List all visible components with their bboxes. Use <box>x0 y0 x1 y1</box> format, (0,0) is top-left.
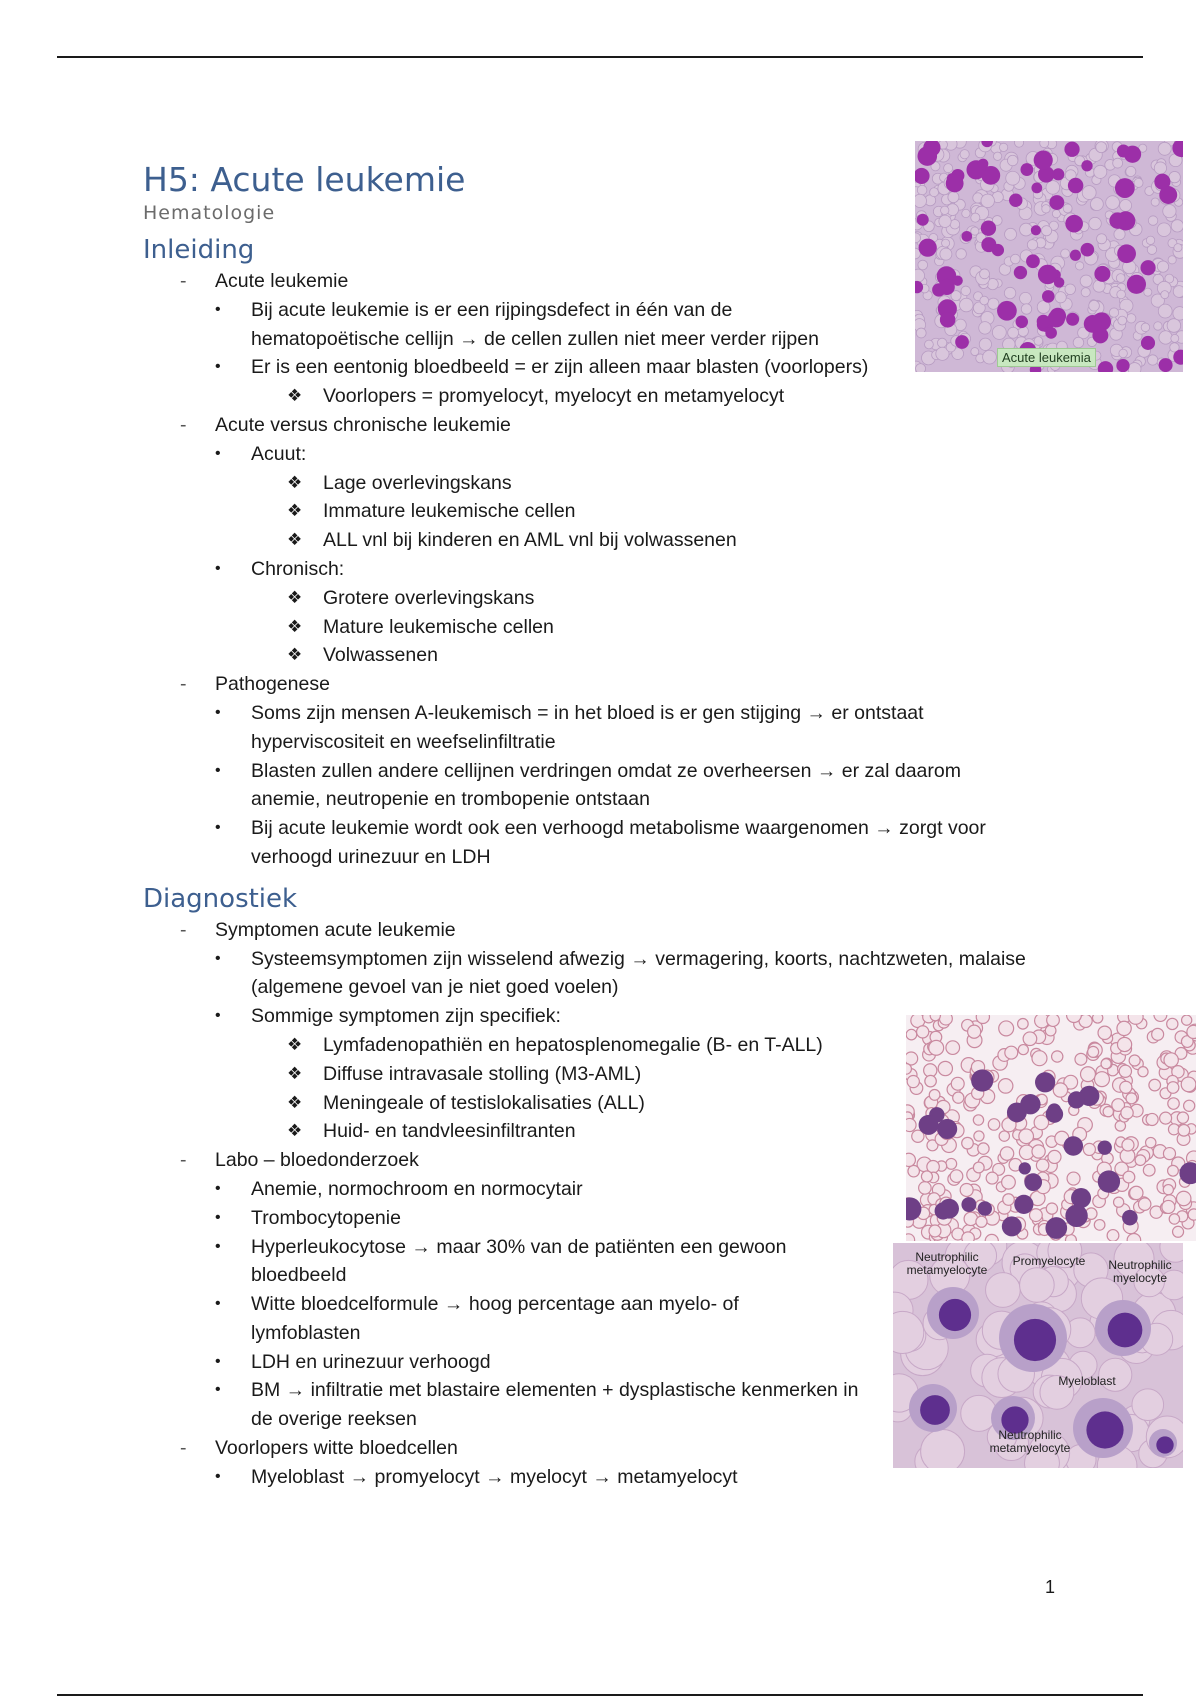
page-number: 1 <box>1045 1577 1056 1597</box>
list-item-text: Labo – bloedonderzoek <box>215 1149 419 1172</box>
list-item <box>143 497 1143 526</box>
diamond-marker: ❖ <box>287 1092 303 1112</box>
list-item <box>143 699 1143 757</box>
red-cell <box>1143 1164 1155 1176</box>
list-item-text: Voorlopers witte bloedcellen <box>215 1437 458 1460</box>
bullet-marker: • <box>215 819 221 837</box>
list-item <box>143 526 1143 555</box>
list-item-text: BM → infiltratie met blastaire elementen + dysplastische kenmerken in de overige reeksen <box>251 1379 859 1431</box>
list-item <box>143 1089 1143 1118</box>
list-item-text: LDH en urinezuur verhoogd <box>251 1350 491 1373</box>
red-cell <box>1173 1226 1184 1237</box>
list-item-text: Chronisch: <box>251 557 345 580</box>
red-cell <box>1163 1185 1173 1195</box>
red-cell <box>1178 1124 1190 1136</box>
list-item-text: Acute versus chronische leukemie <box>215 413 511 436</box>
list-item <box>143 613 1143 642</box>
figure-label: Promyelocyte <box>1012 1254 1086 1268</box>
list-item <box>143 1204 1143 1233</box>
list-item-text: Symptomen acute leukemie <box>215 918 456 941</box>
list-item-text: Blasten zullen andere cellijnen verdringen omdat ze overheersen → er zal daarom anemie, neutropenie en trombopenie ontstaan <box>251 759 961 811</box>
list-item <box>143 411 1143 670</box>
red-cell <box>1167 1018 1178 1029</box>
bullet-marker: • <box>215 1381 221 1399</box>
red-cell <box>1173 286 1183 298</box>
red-cell <box>1151 198 1159 206</box>
red-cell <box>1157 261 1168 272</box>
list-item <box>143 641 1143 670</box>
red-cell <box>1169 171 1180 182</box>
dash-marker: - <box>180 270 187 292</box>
red-cell <box>1154 322 1162 330</box>
page-title: H5: Acute leukemie <box>143 160 466 199</box>
red-cell <box>1168 1165 1179 1176</box>
red-cell <box>1184 1100 1195 1111</box>
dash-marker: - <box>180 1437 187 1460</box>
inleiding-list <box>143 267 1143 872</box>
list-item <box>143 1463 1143 1492</box>
red-cell <box>1171 334 1179 342</box>
diamond-marker: ❖ <box>287 645 303 665</box>
diamond-marker: ❖ <box>287 386 303 406</box>
bullet-marker: • <box>215 559 221 577</box>
list-item <box>143 584 1143 613</box>
diamond-marker: ❖ <box>287 501 303 521</box>
list-item-text: Pathogenese <box>215 673 330 696</box>
red-cell <box>1164 1053 1178 1067</box>
list-item <box>143 1060 1143 1089</box>
list-item <box>143 296 1143 354</box>
red-cell <box>1149 1079 1161 1091</box>
red-cell <box>1158 142 1171 155</box>
list-item-text: Lymfadenopathiën en hepatosplenomegalie (B- en T-ALL) <box>323 1033 823 1056</box>
dash-marker: - <box>180 413 187 436</box>
red-cell <box>1148 355 1158 365</box>
red-cell <box>1144 288 1152 296</box>
list-item-text: Systeemsymptomen zijn wisselend afwezig → vermagering, koorts, nachtzweten, malaise (algemene gevoel van je niet goed voelen) <box>251 947 1026 999</box>
list-item <box>143 814 1143 872</box>
red-cell <box>1162 1200 1175 1213</box>
list-item-text: ALL vnl bij kinderen en AML vnl bij volwassenen <box>323 529 737 552</box>
list-item-text: Meningeale of testislokalisaties (ALL) <box>323 1091 645 1114</box>
red-cell <box>1187 1025 1196 1038</box>
red-cell <box>1154 162 1166 174</box>
page-subtitle: Hematologie <box>143 202 276 224</box>
list-item <box>143 916 1143 1146</box>
red-cell <box>1160 1112 1172 1124</box>
red-cell <box>1146 236 1154 244</box>
list-item-text: Soms zijn mensen A-leukemisch = in het bloed is er gen stijging → er ontstaat hyperviscositeit en weefselinfiltratie <box>251 701 924 753</box>
red-cell <box>1169 1214 1179 1224</box>
bullet-marker: • <box>215 1467 221 1485</box>
red-cell <box>1167 319 1181 333</box>
list-item <box>143 1290 1143 1348</box>
list-item-text: Sommige symptomen zijn specifiek: <box>251 1005 561 1028</box>
bullet-marker: • <box>215 949 221 967</box>
red-cell <box>1159 331 1172 344</box>
red-cell <box>1146 1137 1156 1147</box>
figure-label: Neutrophilic metamyelocyte <box>989 1428 1071 1455</box>
red-cell <box>1168 256 1176 264</box>
diamond-marker: ❖ <box>287 472 303 492</box>
list-item-text: Huid- en tandvleesinfiltranten <box>323 1120 576 1143</box>
list-item-text: Acuut: <box>251 442 307 465</box>
red-cell <box>1161 291 1169 299</box>
list-item-text: Bij acute leukemie wordt ook een verhoogd metabolisme waargenomen → zorgt voor verhoogd urinezuur en LDH <box>251 817 986 868</box>
red-cell <box>1096 142 1107 153</box>
list-item-text: Voorlopers = promyelocyt, myelocyt en metamyelocyt <box>323 385 785 408</box>
list-item-text: Mature leukemische cellen <box>323 615 554 638</box>
diagnostiek-list <box>143 916 1143 1492</box>
list-item <box>143 1376 1143 1434</box>
document-body <box>143 160 1143 1492</box>
red-cell <box>960 150 969 159</box>
red-cell <box>999 143 1007 151</box>
list-item <box>143 1233 1143 1291</box>
list-item-text: Er is een eentonig bloedbeeld = er zijn alleen maar blasten (voorlopers) <box>251 356 869 379</box>
red-cell <box>1146 1113 1158 1125</box>
list-item-text: Volwassenen <box>323 644 438 667</box>
bullet-marker: • <box>215 300 221 318</box>
list-item <box>143 1434 1143 1492</box>
red-cell <box>1154 1015 1167 1021</box>
header-rule <box>57 56 1143 58</box>
red-cell <box>1171 220 1183 232</box>
red-cell <box>1176 1191 1190 1205</box>
bullet-marker: • <box>215 703 221 721</box>
red-cell <box>1158 304 1172 318</box>
bullet-marker: • <box>215 1007 221 1025</box>
dash-marker: - <box>180 918 187 941</box>
list-item <box>143 469 1143 498</box>
blast-cell <box>1117 144 1130 157</box>
bullet-marker: • <box>215 1179 221 1197</box>
diamond-marker: ❖ <box>287 530 303 550</box>
red-cell <box>1188 1209 1196 1220</box>
dash-marker: - <box>180 673 187 696</box>
red-cell <box>1152 1028 1164 1040</box>
list-item <box>143 382 1143 411</box>
red-cell <box>1168 1098 1179 1109</box>
list-item-text: Grotere overlevingskans <box>323 586 535 609</box>
list-item-text: Witte bloedcelformule → hoog percentage aan myelo- of lymfoblasten <box>251 1293 739 1344</box>
blast-cell <box>1064 142 1079 157</box>
red-cell <box>1163 204 1176 217</box>
red-cell <box>1182 1015 1192 1025</box>
blast-cell <box>1159 186 1177 204</box>
red-cell <box>1177 1112 1188 1123</box>
dash-marker: - <box>180 1149 187 1172</box>
figure-label: Myeloblast <box>1058 1374 1116 1388</box>
red-cell <box>1014 141 1023 147</box>
list-item-text: Hyperleukocytose → maar 30% van de patiënten een gewoon bloedbeeld <box>251 1235 787 1287</box>
list-item <box>143 670 1143 872</box>
red-cell <box>1174 244 1182 252</box>
list-item <box>143 1175 1143 1204</box>
section-heading-diagnostiek: Diagnostiek <box>143 883 298 914</box>
diamond-marker: ❖ <box>287 616 303 636</box>
bullet-marker: • <box>215 444 221 462</box>
list-item-text: Immature leukemische cellen <box>323 500 576 523</box>
blast-cell <box>1141 336 1155 350</box>
list-item-text: Acute leukemie <box>215 270 349 292</box>
list-item-text: Bij acute leukemie is er een rijpingsdefect in één van de hematopoëtische cellijn → de cellen zullen niet meer verder rijpen <box>251 298 819 350</box>
list-item <box>143 1031 1143 1060</box>
diamond-marker: ❖ <box>287 587 303 607</box>
bullet-marker: • <box>215 761 221 779</box>
figure-label: Neutrophilic metamyelocyte <box>906 1250 988 1277</box>
list-item-text: Diffuse intravasale stolling (M3-AML) <box>323 1062 642 1085</box>
figure-caption: Acute leukemia <box>997 348 1096 367</box>
list-item <box>143 1146 1143 1434</box>
cell-nucleus <box>1156 1436 1173 1453</box>
list-item <box>143 945 1143 1003</box>
list-item-text: Lage overlevingskans <box>323 471 512 494</box>
bullet-marker: • <box>215 1352 221 1370</box>
diamond-marker: ❖ <box>287 1034 303 1054</box>
diamond-marker: ❖ <box>287 1063 303 1083</box>
list-item <box>143 1117 1143 1146</box>
bullet-marker: • <box>215 1295 221 1313</box>
figure-label: Neutrophilic myelocyte <box>1108 1258 1172 1285</box>
bullet-marker: • <box>215 1208 221 1226</box>
red-cell <box>1163 1148 1175 1160</box>
red-cell <box>1148 216 1157 225</box>
red-cell <box>1181 1077 1196 1092</box>
list-item-text: Anemie, normochroom en normocytair <box>251 1177 583 1200</box>
list-item <box>143 440 1143 555</box>
blast-cell <box>1159 358 1173 372</box>
list-item <box>143 353 1143 411</box>
list-item <box>143 1002 1143 1146</box>
list-item-text: Myeloblast → promyelocyt → myelocyt → metamyelocyt <box>251 1465 738 1488</box>
red-cell <box>1167 1082 1179 1094</box>
bullet-marker: • <box>215 358 221 376</box>
red-cell <box>1157 223 1171 237</box>
list-item <box>143 757 1143 815</box>
red-cell <box>1173 307 1183 320</box>
list-item <box>143 267 1143 411</box>
section-heading-inleiding: Inleiding <box>143 235 255 265</box>
list-item-text: Trombocytopenie <box>251 1206 401 1229</box>
bullet-marker: • <box>215 1237 221 1255</box>
list-item <box>143 555 1143 670</box>
footer-rule <box>57 1694 1143 1696</box>
list-item <box>143 1348 1143 1377</box>
red-cell <box>1040 141 1049 148</box>
diamond-marker: ❖ <box>287 1121 303 1141</box>
